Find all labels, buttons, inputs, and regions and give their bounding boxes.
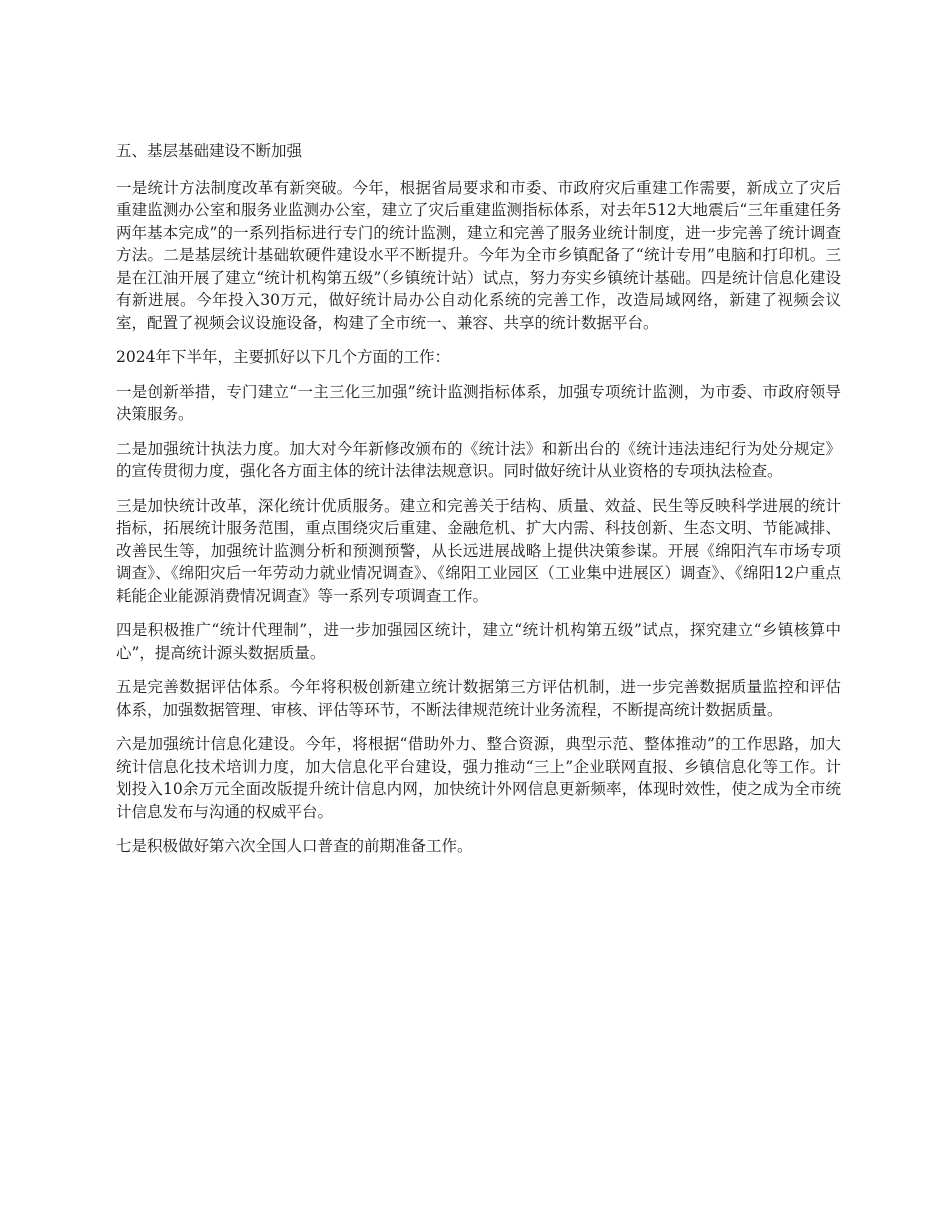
paragraph-7: 五是完善数据评估体系。今年将积极创新建立统计数据第三方评估机制，进一步完善数据质量监控和评估体系，加强数据管理、审核、评估等环节，不断法律规范统计业务流程，不断提高统计数据质量。 xyxy=(116,678,841,719)
document-body xyxy=(116,140,841,870)
paragraph-9: 七是积极做好第六次全国人口普查的前期准备工作。 xyxy=(116,837,473,855)
section-heading: 五、基层基础建设不断加强 xyxy=(116,142,303,160)
paragraph-5: 三是加快统计改革，深化统计优质服务。建立和完善关于结构、质量、效益、民生等反映科学进展的统计指标，拓展统计服务范围，重点围绕灾后重建、金融危机、扩大内需、科技创新、生态文明、节能减排、改善民生等，加强统计监测分析和预测预警，从长远进展战略上提供决策参谋。开展《绵阳汽车市场专项调查》、《绵阳灾后一年劳动力就业情况调查》、《绵阳工业园区（工业集中进展区）调查》、《绵阳12户重点耗能企业能源消费情况调查》等一系列专项调查工作。 xyxy=(116,496,841,605)
paragraph-3: 一是创新举措，专门建立“一主三化三加强”统计监测指标体系，加强专项统计监测，为市委、市政府领导决策服务。 xyxy=(116,382,841,423)
paragraph-4: 二是加强统计执法力度。加大对今年新修改颁布的《统计法》和新出台的《统计违法违纪行为处分规定》的宣传贯彻力度，强化各方面主体的统计法律法规意识。同时做好统计从业资格的专项执法检查。 xyxy=(116,439,841,480)
paragraph-8: 六是加强统计信息化建设。今年，将根据“借助外力、整合资源，典型示范、整体推动”的工作思路，加大统计信息化技术培训力度，加大信息化平台建设，强力推动“三上”企业联网直报、乡镇信息化等工作。计划投入10余万元全面改版提升统计信息内网，加快统计外网信息更新频率，体现时效性，使之成为全市统计信息发布与沟通的权威平台。 xyxy=(116,735,841,821)
paragraph-6: 四是积极推广“统计代理制”，进一步加强园区统计，建立“统计机构第五级”试点，探究建立“乡镇核算中心”，提高统计源头数据质量。 xyxy=(116,621,841,662)
paragraph-2: 2024年下半年，主要抓好以下几个方面的工作： xyxy=(116,348,450,366)
paragraph-1: 一是统计方法制度改革有新突破。今年，根据省局要求和市委、市政府灾后重建工作需要，新成立了灾后重建监测办公室和服务业监测办公室，建立了灾后重建监测指标体系，对去年512大地震后“三年重建任务两年基本完成”的一系列指标进行专门的统计监测，建立和完善了服务业统计制度，进一步完善了统计调查方法。二是基层统计基础软硬件建设水平不断提升。今年为全市乡镇配备了“统计专用”电脑和打印机。三是在江油开展了建立“统计机构第五级”（乡镇统计站）试点，努力夯实乡镇统计基础。四是统计信息化建设有新进展。今年投入30万元，做好统计局办公自动化系统的完善工作，改造局域网络，新建了视频会议室，配置了视频会议设施设备，构建了全市统一、兼容、共享的统计数据平台。 xyxy=(116,178,841,332)
